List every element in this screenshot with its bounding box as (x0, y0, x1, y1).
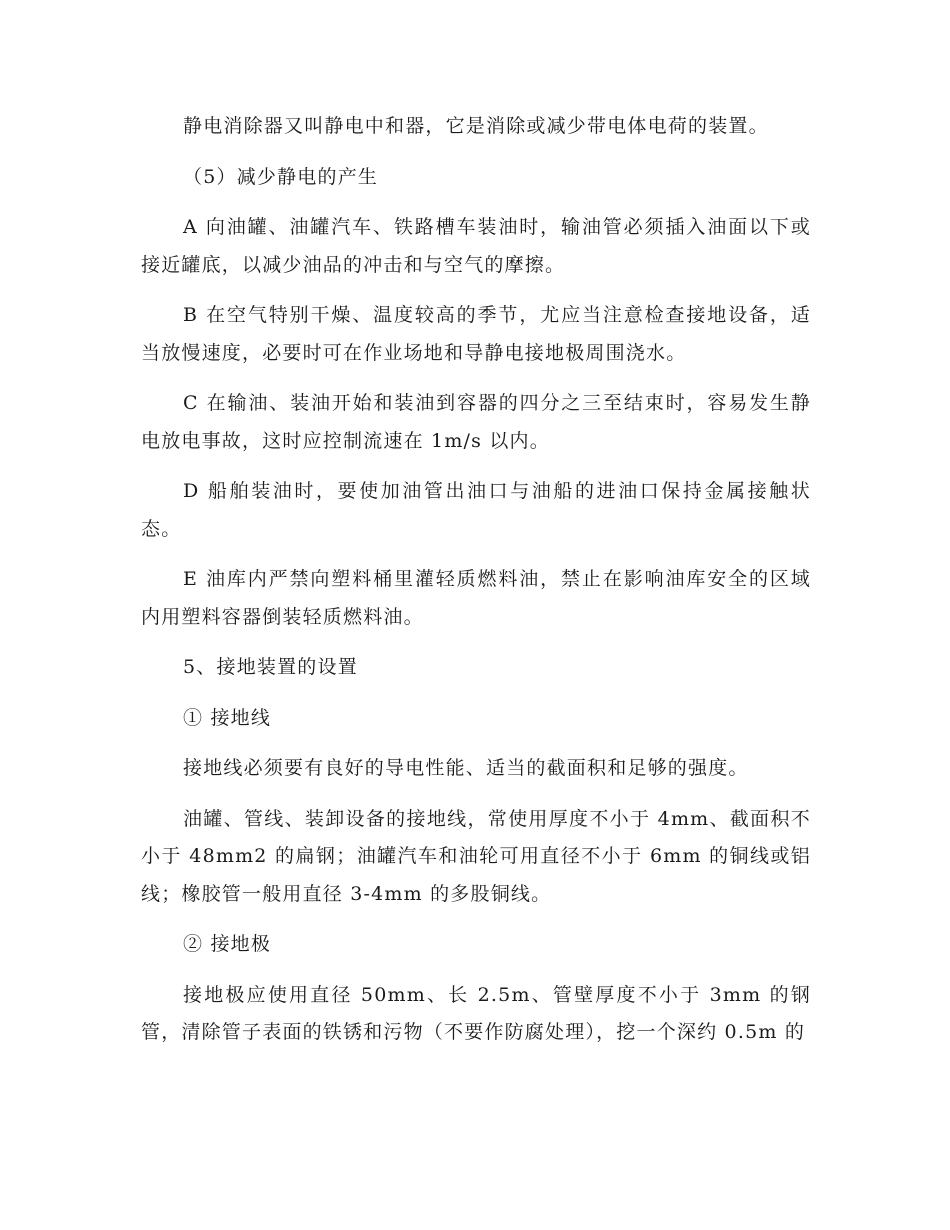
heading-grounding-setup: 5、接地装置的设置 (183, 656, 358, 678)
paragraph-ground-wire-spec: 油罐、管线、装卸设备的接地线，常使用厚度不小于 4mm、截面积不小于 48mm2 的扁钢；油罐汽车和油轮可用直径不小于 6mm 的铜线或铝线；橡胶管一般用直径 3-4mm 的多股铜线。 (141, 807, 811, 905)
paragraph-ground-electrode-spec: 接地极应使用直径 50mm、长 2.5m、管壁厚度不小于 3mm 的钢管，清除管子表面的铁锈和污物（不要作防腐处理），挖一个深约 0.5m 的 (141, 983, 811, 1043)
subheading-ground-wire: ① 接地线 (183, 706, 272, 729)
paragraph-item-b: B 在空气特别干燥、温度较高的季节，尤应当注意检查接地设备，适当放慢速度，必要时可在作业场地和导静电接地极周围浇水。 (141, 304, 811, 364)
paragraph-item-e: E 油库内严禁向塑料桶里灌轻质燃料油，禁止在影响油库安全的区域内用塑料容器倒装轻质燃料油。 (141, 568, 811, 628)
paragraph-item-a: A 向油罐、油罐汽车、铁路槽车装油时，输油管必须插入油面以下或接近罐底，以减少油品的冲击和与空气的摩擦。 (141, 216, 811, 276)
paragraph-ground-wire-requirement: 接地线必须要有良好的导电性能、适当的截面积和足够的强度。 (183, 757, 749, 779)
document-page (141, 108, 811, 1052)
paragraph-item-c: C 在输油、装油开始和装油到容器的四分之三至结束时，容易发生静电放电事故，这时应控制流速在 1m/s 以内。 (141, 392, 811, 452)
paragraph-item-d: D 船舶装油时，要使加油管出油口与油船的进油口保持金属接触状态。 (141, 480, 811, 540)
subheading-ground-electrode: ② 接地极 (183, 933, 272, 955)
paragraph-static-eliminator: 静电消除器又叫静电中和器，它是消除或减少带电体电荷的装置。 (183, 115, 769, 137)
heading-reduce-static: （5）减少静电的产生 (183, 165, 379, 188)
